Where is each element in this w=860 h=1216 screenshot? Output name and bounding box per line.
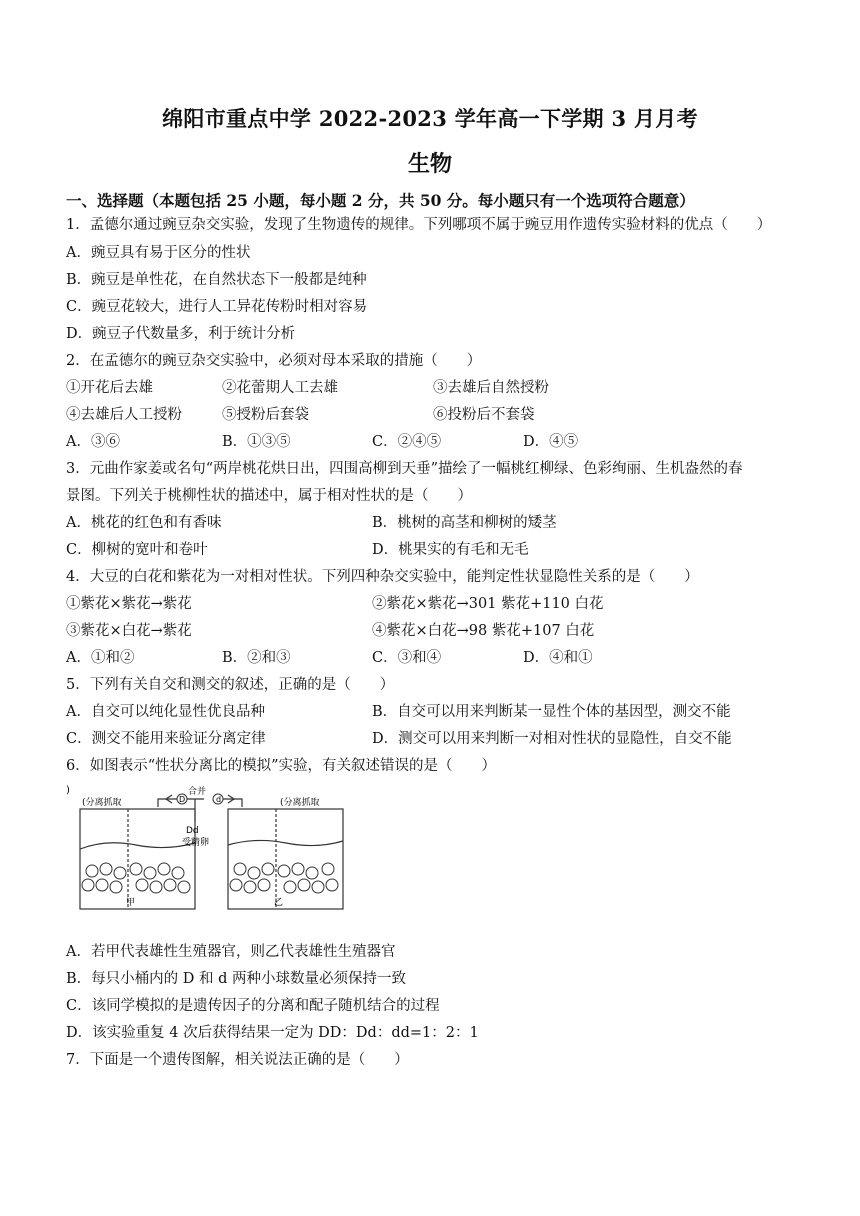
bucket-left-outline bbox=[80, 809, 195, 909]
q4-option-a: A．①和② bbox=[66, 650, 135, 666]
q2-measure-6: ⑥投粉后不套袋 bbox=[433, 407, 535, 423]
q2-option-c: C．②④⑤ bbox=[372, 434, 442, 450]
q3-option-d: D．桃果实的有毛和无毛 bbox=[372, 542, 529, 558]
figure-corner-mark: ) bbox=[66, 785, 70, 796]
q4-cross-1: ①紫花×紫花→紫花 bbox=[66, 596, 192, 612]
bucket-balls-decor bbox=[82, 863, 338, 893]
q2-stem: 2．在孟德尔的豌豆杂交实验中，必须对母本采取的措施（ ） bbox=[66, 353, 482, 369]
q5-stem: 5．下列有关自交和测交的叙述，正确的是（ ） bbox=[66, 677, 395, 693]
left-draw-label: (分离抓取 bbox=[82, 798, 122, 808]
q6-figure bbox=[66, 785, 366, 915]
q4-option-c: C．③和④ bbox=[372, 650, 442, 666]
zygote-genotype: Dd bbox=[186, 826, 199, 836]
q4-option-b: B．②和③ bbox=[222, 650, 291, 666]
q2-option-a: A．③⑥ bbox=[66, 434, 120, 450]
q4-option-d: D．④和① bbox=[523, 650, 593, 666]
exam-subject: 生物 bbox=[407, 151, 452, 177]
q2-measure-2: ②花蕾期人工去雄 bbox=[222, 380, 338, 396]
q6-option-b: B．每只小桶内的 D 和 d 两种小球数量必须保持一致 bbox=[66, 971, 406, 987]
q3-option-b: B．桃树的高茎和柳树的矮茎 bbox=[372, 515, 557, 531]
ball-left-text: D bbox=[179, 795, 186, 804]
q2-option-b: B．①③⑤ bbox=[222, 434, 291, 450]
q1-option-d: D．豌豆子代数量多，利于统计分析 bbox=[66, 326, 296, 342]
q2-measure-3: ③去雄后自然授粉 bbox=[433, 380, 549, 396]
q4-cross-2: ②紫花×紫花→301 紫花+110 白花 bbox=[372, 596, 604, 612]
q1-option-c: C．豌豆花较大，进行人工异花传粉时相对容易 bbox=[66, 299, 368, 315]
q1-option-a: A．豌豆具有易于区分的性状 bbox=[66, 245, 251, 261]
q4-cross-3: ③紫花×白花→紫花 bbox=[66, 623, 192, 639]
bucket-right-label: 乙 bbox=[274, 898, 284, 908]
q1-stem: 1．孟德尔通过豌豆杂交实验，发现了生物遗传的规律。下列哪项不属于豌豆用作遗传实验材料的优点（ ） bbox=[66, 217, 772, 233]
q2-option-d: D．④⑤ bbox=[523, 434, 579, 450]
merge-label: 合并 bbox=[188, 787, 207, 797]
q6-option-c: C．该同学模拟的是遗传因子的分离和配子随机结合的过程 bbox=[66, 998, 440, 1014]
q5-option-c: C．测交不能用来验证分离定律 bbox=[66, 731, 266, 747]
exam-title: 绵阳市重点中学 2022-2023 学年高一下学期 3 月月考 bbox=[162, 106, 698, 131]
q4-stem: 4．大豆的白花和紫花为一对相对性状。下列四种杂交实验中，能判定性状显隐性关系的是（ ） bbox=[66, 569, 699, 585]
q3-option-c: C．柳树的宽叶和卷叶 bbox=[66, 542, 208, 558]
q1-option-b: B．豌豆是单性花，在自然状态下一般都是纯种 bbox=[66, 272, 367, 288]
q6-option-d: D．该实验重复 4 次后获得结果一定为 DD：Dd：dd=1：2：1 bbox=[66, 1025, 479, 1041]
q5-option-d: D．测交可以用来判断一对相对性状的显隐性，自交不能 bbox=[372, 731, 732, 747]
bucket-left-level bbox=[80, 843, 195, 849]
bucket-right-level bbox=[228, 840, 343, 845]
section-heading: 一、选择题（本题包括 25 小题，每小题 2 分，共 50 分。每小题只有一个选项符合题意） bbox=[66, 191, 695, 210]
q2-measure-4: ④去雄后人工授粉 bbox=[66, 407, 182, 423]
q2-measure-5: ⑤授粉后套袋 bbox=[222, 407, 309, 423]
q6-stem: 6．如图表示“性状分离比的模拟”实验，有关叙述错误的是（ ） bbox=[66, 758, 497, 774]
q6-option-a: A．若甲代表雄性生殖器官，则乙代表雄性生殖器官 bbox=[66, 944, 396, 960]
q7-stem: 7．下面是一个遗传图解，相关说法正确的是（ ） bbox=[66, 1052, 409, 1068]
bucket-right-outline bbox=[228, 809, 343, 909]
q3-stem-line2: 景图。下列关于桃柳性状的描述中，属于相对性状的是（ ） bbox=[66, 488, 472, 504]
q5-option-a: A．自交可以纯化显性优良品种 bbox=[66, 704, 265, 720]
bucket-left-label: 甲 bbox=[126, 898, 136, 908]
q5-option-b: B．自交可以用来判断某一显性个体的基因型，测交不能 bbox=[372, 704, 731, 720]
q4-cross-4: ④紫花×白花→98 紫花+107 白花 bbox=[372, 623, 595, 639]
right-draw-label: (分离抓取 bbox=[280, 798, 320, 808]
q2-measure-1: ①开花后去雄 bbox=[66, 380, 153, 396]
ball-right-text: d bbox=[216, 795, 222, 804]
q3-stem-line1: 3．元曲作家姜或名句“两岸桃花烘日出，四围高柳到天垂”描绘了一幅桃红柳绿、色彩绚丽、生机盎然的春 bbox=[66, 461, 743, 477]
zygote-label: 受精卵 bbox=[182, 838, 210, 848]
q3-option-a: A．桃花的红色和有香味 bbox=[66, 515, 222, 531]
